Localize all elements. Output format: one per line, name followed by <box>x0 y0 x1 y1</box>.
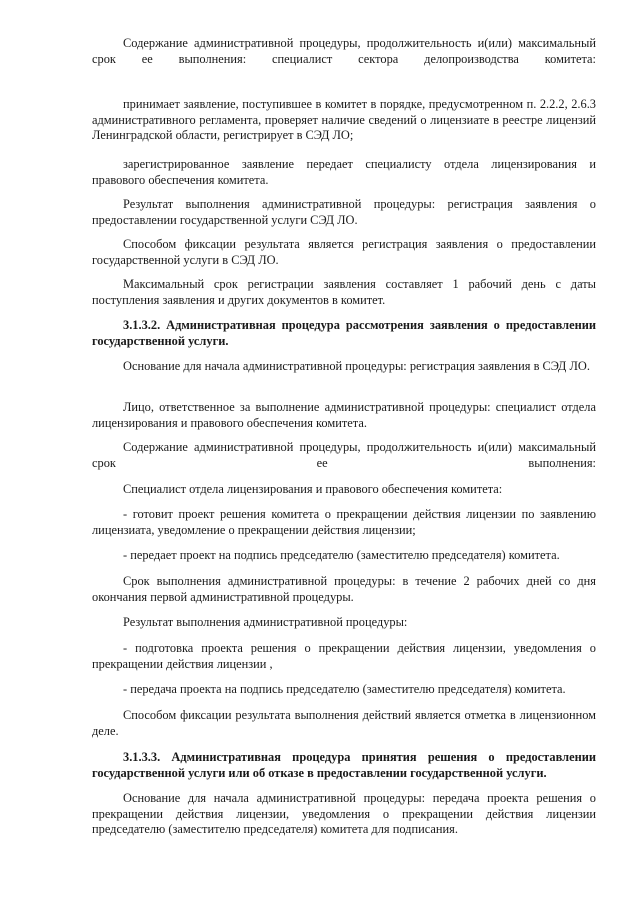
paragraph-specialist: Специалист отдела лицензирования и правового обеспечения комитета: <box>123 482 503 496</box>
paragraph-procedure-content-2: Содержание административной процедуры, продолжительность и(или) максимальный срок ее выполнения: <box>92 440 596 470</box>
list-item-prepares-draft: - готовит проект решения комитета о прекращении действия лицензии по заявлению лицензиата, уведомление о прекращении действия лицензии; <box>92 507 596 537</box>
paragraph-max-term: Максимальный срок регистрации заявления составляет 1 рабочий день с даты поступления заявления и других документов в комитет. <box>92 277 596 307</box>
section-heading-3-1-3-2: 3.1.3.2. Административная процедура рассмотрения заявления о предоставлении государственной услуги. <box>92 318 596 348</box>
list-item-draft-preparation: - подготовка проекта решения о прекращении действия лицензии, уведомления о прекращении действия лицензии , <box>92 641 596 671</box>
paragraph-responsible-person: Лицо, ответственное за выполнение административной процедуры: специалист отдела лицензирования и правового обеспечения комитета. <box>92 400 596 430</box>
paragraph-fixation-mark: Способом фиксации результата выполнения действий является отметка в лицензионном деле. <box>92 708 596 738</box>
paragraph-transfers-application: зарегистрированное заявление передает специалисту отдела лицензирования и правового обеспечения комитета. <box>92 157 596 187</box>
list-item-draft-transfer: - передача проекта на подпись председателю (заместителю председателя) комитета. <box>123 682 566 696</box>
section-heading-3-1-3-3: 3.1.3.3. Административная процедура принятия решения о предоставлении государственной услуги или об отказе в предоставлении государственной услуги. <box>92 750 596 780</box>
paragraph-procedure-content: Содержание административной процедуры, продолжительность и(или) максимальный срок ее выполнения: специалист сектора делопроизводства комитета: <box>92 36 596 66</box>
paragraph-result-heading: Результат выполнения административной процедуры: <box>123 615 408 629</box>
paragraph-basis-start-2: Основание для начала административной процедуры: передача проекта решения о прекращении действия лицензии, уведомления о прекращении действия лицензии председателю (заместителю председателя) комитета для подписания. <box>92 791 596 836</box>
paragraph-fixation-method: Способом фиксации результата является регистрация заявления о предоставлении государственной услуги в СЭД ЛО. <box>92 237 596 267</box>
paragraph-result-registration: Результат выполнения административной процедуры: регистрация заявления о предоставлении государственной услуги СЭД ЛО. <box>92 197 596 227</box>
list-item-transfers-draft: - передает проект на подпись председателю (заместителю председателя) комитета. <box>123 548 560 562</box>
paragraph-basis-start: Основание для начала административной процедуры: регистрация заявления в СЭД ЛО. <box>123 359 590 373</box>
paragraph-execution-term: Срок выполнения административной процедуры: в течение 2 рабочих дней со дня окончания первой административной процедуры. <box>92 574 596 604</box>
paragraph-accepts-application: принимает заявление, поступившее в комитет в порядке, предусмотренном п. 2.2.2, 2.6.3 административного регламента, проверяет наличие сведений о лицензиате в реестре лицензий Ленинградской области, регистрирует в СЭД ЛО; <box>92 97 596 142</box>
